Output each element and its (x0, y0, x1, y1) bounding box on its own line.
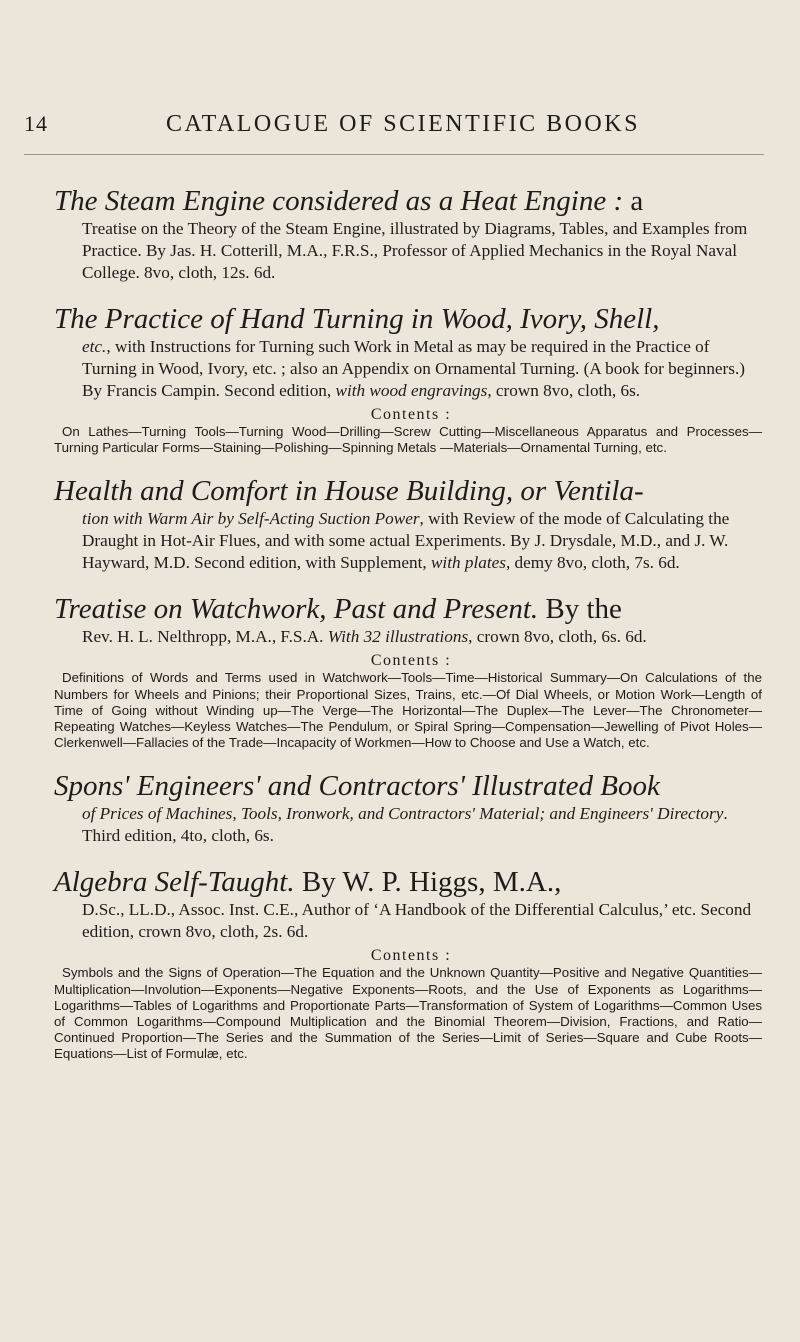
page-header (0, 111, 800, 141)
entry-title: Algebra Self-Taught. By W. P. Higgs, M.A., (54, 866, 562, 899)
catalogue-entry-health-comfort (54, 474, 768, 574)
catalogue-entry-spons (54, 769, 768, 847)
catalogue-entries (54, 184, 768, 1063)
running-head: CATALOGUE OF SCIENTIFIC BOOKS (166, 111, 640, 137)
catalogue-entry-watchwork (54, 592, 768, 751)
contents-heading: Contents : (370, 652, 452, 670)
header-rule (24, 154, 764, 155)
catalogue-entry-algebra (54, 865, 768, 1062)
contents-heading: Contents : (370, 947, 452, 965)
entry-title: Health and Comfort in House Building, or Ventila- (54, 475, 644, 508)
entry-description: of Prices of Machines, Tools, Ironwork, and Contractors' Material; and Engineers' Directory. Third edition, 4to, cloth, 6s. (82, 804, 728, 846)
entry-title: Spons' Engineers' and Contractors' Illustrated Book (54, 770, 660, 803)
catalogue-entry-hand-turning (54, 302, 768, 456)
entry-title: The Practice of Hand Turning in Wood, Ivory, Shell, (54, 303, 660, 335)
entry-description: tion with Warm Air by Self-Acting Suction Power, with Review of the mode of Calculating the Draught in Hot-Air Flues, and with some actual Experiments. By J. Drysdale, M.D., and J. W. Hayward, M.D. Second edition, with Supplement, with plates, demy 8vo, cloth, 7s. 6d. (82, 509, 730, 573)
entry-description: D.Sc., LL.D., Assoc. Inst. C.E., Author of ‘A Handbook of the Differential Calculus,’ etc. Second edition, crown 8vo, cloth, 2s. 6d. (82, 900, 752, 942)
entry-description: Treatise on the Theory of the Steam Engine, illustrated by Diagrams, Tables, and Examples from Practice. By Jas. H. Cotterill, M.A., F.R.S., Professor of Applied Mechanics in the Royal Naval College. 8vo, cloth, 12s. 6d. (82, 219, 748, 282)
contents-heading: Contents : (370, 406, 452, 423)
entry-description: etc., with Instructions for Turning such Work in Metal as may be required in the Practice of Turning in Wood, Ivory, etc. ; also an Appendix on Ornamental Turning. (A book for beginners.) By Francis Campin. Second edition, with wood engravings, crown 8vo, cloth, 6s. (82, 337, 745, 400)
contents-list: On Lathes—Turning Tools—Turning Wood—Drilling—Screw Cutting—Miscellaneous Apparatus and Processes—Turning Particular Forms—Staining—Polishing—Spinning Metals —Materials—Ornamental Turning, etc. (54, 424, 762, 456)
page-number: 14 (24, 111, 48, 136)
entry-title: The Steam Engine considered as a Heat Engine : a (54, 185, 644, 217)
contents-list: Definitions of Words and Terms used in Watchwork—Tools—Time—Historical Summary—On Calculations of the Numbers for Wheels and Pinions; their Proportional Sizes, Trains, etc.—Of Dial Wheels, or Motion Work—Length of Time of Going without Winding up—The Verge—The Horizontal—The Duplex—The Lever—The Chronometer—Repeating Watches—Keyless Watches—The Pendulum, or Spiral Spring—Compensation—Jewelling of Pivot Holes—Clerkenwell—Fallacies of the Trade—Incapacity of Workmen—How to Choose and Use a Watch, etc. (54, 670, 762, 751)
entry-title: Treatise on Watchwork, Past and Present. By the (54, 593, 622, 626)
catalogue-entry-steam-engine (54, 184, 768, 284)
entry-description: Rev. H. L. Nelthropp, M.A., F.S.A. With 32 illustrations, crown 8vo, cloth, 6s. 6d. (82, 627, 647, 647)
contents-list: Symbols and the Signs of Operation—The Equation and the Unknown Quantity—Positive and Negative Quantities—Multiplication—Involution—Exponents—Negative Exponents—Roots, and the Use of Exponents as Logarithms—Logarithms—Tables of Logarithms and Proportionate Parts—Transformation of System of Logarithms—Common Uses of Common Logarithms—Compound Multiplication and the Binomial Theorem—Division, Fractions, and Ratio—Continued Proportion—The Series and the Summation of the Series—Limit of Series—Square and Cube Roots—Equations—List of Formulæ, etc. (54, 965, 762, 1062)
